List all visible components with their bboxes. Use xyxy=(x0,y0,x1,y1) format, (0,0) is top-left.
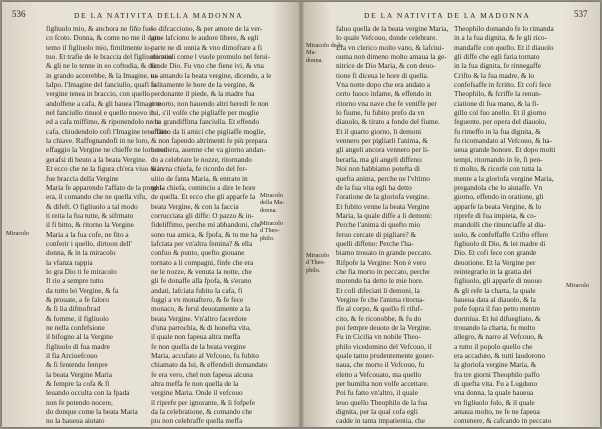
text-line: andati, lafciata fubito la cafa, fi xyxy=(151,285,243,295)
text-line: fu rimeffo in la fua dignita, & xyxy=(454,126,541,136)
text-line: vna grandiffima fanciulla. Et effendo xyxy=(151,117,260,127)
text-line: altra meffa fe non quella de la xyxy=(151,379,239,389)
text-line: parte ne dì onnia & vno dimofrare a fi xyxy=(151,42,263,52)
text-line: ne nella confefsione xyxy=(46,323,105,332)
margin-note: Miracolo xyxy=(6,230,30,237)
running-head: DE LA NATIVITA DE LA MADONNA xyxy=(364,11,531,20)
text-line: il riprefe per ignorante, & li fofpefe xyxy=(151,397,255,407)
text-column-left-1 xyxy=(46,24,173,426)
text-line: apparfe la beata Vergine, & lo xyxy=(454,201,542,211)
text-line: Rifpofe la Vergine: Non è vero xyxy=(336,257,426,267)
text-line: andoffene a cafa, & gli hauea l'Imagine xyxy=(46,98,161,108)
text-line: feruo cercate di pigliare? & xyxy=(336,229,417,239)
text-line: herediera, auenne che va giorno andan- xyxy=(151,145,266,155)
text-line: lafciata per vn'altra femina? & ella xyxy=(151,238,253,248)
text-line: tempi, ritornando in fe, fi pen- xyxy=(454,154,543,164)
text-line: nitrice de Dio Maria, & con deuo- xyxy=(336,61,436,71)
text-line: via vna chiefa, fe ricordo del fer- xyxy=(151,164,248,174)
text-line: Maria fe apparendo l'affato de la preghi- xyxy=(46,182,164,192)
text-line: da tutto lei Vergine, & fa xyxy=(46,285,119,295)
text-line: poi fempre deuoto de la Vergine. xyxy=(336,323,432,332)
text-line: no la haueua aiutato xyxy=(46,416,105,426)
text-line: tione fi diceua le hore di quella. xyxy=(336,70,429,80)
text-line: fe non quella de la beata vergine xyxy=(151,341,246,351)
text-line: il bifogno al la Vergine xyxy=(46,332,114,342)
book-spread xyxy=(2,2,600,427)
text-line: fu ricomandato al Vefcouo, & ha- xyxy=(454,136,552,146)
text-line: l'oratione de la gloriofa vergine. xyxy=(336,192,430,202)
text-line: gerafsi di beuto a la beata Vergine. xyxy=(46,154,147,164)
text-line: Noi non habbiamo potefta di xyxy=(336,164,420,174)
text-line: corrucciata gli diffe: O pazzo & in- xyxy=(151,210,254,220)
text-line: quale tanto prudentemente gouer- xyxy=(336,351,435,361)
text-line: uolo, & confeffaffe Crifto effere xyxy=(454,229,549,239)
text-line: Theophilo, & fcriffe la renun- xyxy=(454,89,542,99)
text-line: ti molto, & ricorfe con tutta la xyxy=(454,164,542,174)
text-line: Fu in Cicilia vn nobile Theo- xyxy=(336,332,421,342)
text-line: figliuolo di Dio, & lei madre di xyxy=(454,238,546,248)
text-line: vennero per pigliarli l'anima, & xyxy=(336,136,428,146)
text-line: do a celebrare le nozze, ritornando xyxy=(151,154,252,164)
margin-note: Miracolo xyxy=(566,282,590,289)
text-line: il fia Arciuefcouo xyxy=(46,351,98,361)
text-line: lo quale Vefcouo, donde celebrare. xyxy=(336,33,438,43)
text-line: da la celebratione, & comando che xyxy=(151,407,253,417)
text-line: nel fanciullo rinuol e quello nuovo in xyxy=(46,108,155,118)
text-line: fra tre giorni Theophilo paffo xyxy=(454,369,540,379)
text-line: il fi bitto, & ritorno la Vergine xyxy=(46,220,134,230)
text-line: quelli diffeno: Perche l'ha- xyxy=(336,238,414,248)
text-line: & prouate, a fe faloro xyxy=(46,294,110,304)
text-line: figliuolo mio, & anchora ne fiño fue- xyxy=(46,24,155,33)
text-line: conferir i quello, dirtoon dell' xyxy=(46,238,132,248)
text-line: ffe al corpo, & quello fi rifuf- xyxy=(336,304,423,314)
text-line: Et cofi difeciati li demoni, la xyxy=(336,285,420,295)
text-line: fe era vero, chel non fapeua alcuna xyxy=(151,369,253,379)
text-line: Vna notte dopo che era andato a xyxy=(336,80,431,90)
text-line: era, il comando che ne quella vifu, xyxy=(46,192,147,202)
margin-note: Miracolo de la Ma- donna. xyxy=(306,42,343,64)
text-line: pregandola che lo aiutaffe. Vn xyxy=(454,182,543,192)
text-line: Era vn clerico molto vano, & lafciui- xyxy=(336,42,444,52)
text-line: allegro, & narro al Vefcouo, & xyxy=(454,332,544,342)
text-line: & gli refe la charta, la quale xyxy=(454,285,536,295)
page-number: 536 xyxy=(12,9,26,19)
text-line: Theophilo domando fe lo rimanda xyxy=(454,24,554,33)
text-line: il quale non fapeua altra meffa xyxy=(151,332,241,342)
text-line: co fcoto. Donna, & come no me il dare- xyxy=(46,33,163,43)
text-line: beata Vergine. Vn'altro facerdote xyxy=(151,313,247,323)
text-line: vn figliuolo folo, & il quale xyxy=(454,397,535,407)
text-line: vergine Maria. Onde il vefcouo xyxy=(151,388,243,398)
text-line: giorno, effendo in oratione, gli xyxy=(454,192,544,202)
text-line: era accaduto, & tutti laudorono xyxy=(454,351,545,361)
text-line: diauolo, & tirato a fondo del fiume. xyxy=(336,117,440,127)
text-line: fuggi a vn monaftero, & fe fece xyxy=(151,294,244,304)
text-line: fue braccia della Vergine xyxy=(46,173,119,183)
text-line: ne le nozze, & venuta la notte, che xyxy=(151,266,252,276)
text-column-right-2 xyxy=(454,24,564,426)
text-line: deuotione. Et la Vergine per xyxy=(454,257,536,267)
text-line: donna, & in la miracolo xyxy=(46,248,116,258)
text-line: ouma non dimeno molto amaua la ge- xyxy=(336,52,447,62)
text-line: temo il figliuolo mio, fimilmente io- xyxy=(46,42,153,52)
text-line: Dio. Et cofi fece con grande xyxy=(454,248,537,258)
text-line: vna donna, la quale haueua xyxy=(454,388,534,398)
text-line: de la fua vita egli ha detto xyxy=(336,182,412,192)
text-line: a tutto il popolo quello che xyxy=(454,341,533,351)
text-line: Maria, accufato al Vefcouo, fu fubito xyxy=(151,351,259,361)
text-line: d'una parrochia, & di honefta vita, xyxy=(151,323,251,332)
text-line: tuo. Et trafie de le braccia del figliuolo mio xyxy=(46,52,173,62)
text-line: amaua molto, ne fe ne fapeua xyxy=(454,407,540,417)
text-line: lo difcacciono, & per amore de la ver- xyxy=(151,24,263,33)
text-line: tio de Dio. Fu vno che fiene ivi, & vna xyxy=(151,61,264,71)
margin-note: Miracolo d Theo- philo. xyxy=(306,252,330,274)
text-line: dormiua. Et lui difuegliato, & xyxy=(454,313,541,323)
text-line: cadde in tanta impatientia, che xyxy=(336,416,425,426)
text-line: gli angeli ancora vennero per li- xyxy=(336,145,430,155)
text-line: quefta anima, perche ne l'vltimo xyxy=(336,173,430,183)
text-line: morendo ha detto le mie hore. xyxy=(336,276,424,286)
text-line: tornato a li compagni, finfe che era xyxy=(151,257,254,267)
text-line: mandolli che rinunciaffe al dia- xyxy=(454,220,546,230)
right-page xyxy=(304,2,600,427)
text-line: figliuolo, gli apparfe di nuouo xyxy=(454,276,542,286)
left-page xyxy=(2,2,298,427)
text-line: non fe potendo nocere, xyxy=(46,397,113,407)
text-line: ne la chiefa, comincio a dire le hore xyxy=(151,182,256,192)
text-line: la vfanza rappia xyxy=(46,257,93,267)
text-line: Vergine fe che l'anima ritorna- xyxy=(336,294,425,304)
text-line: lui, s'il volfe che pigliaffe per moglie xyxy=(151,108,259,118)
text-line: & fempre la cofa & fi xyxy=(46,379,110,389)
text-line: pofe fopra il fuo petto mentre xyxy=(454,304,541,314)
text-line: lo fiume, fu fubito prefo da vn xyxy=(336,108,425,118)
text-line: la gloriofa vergine Maria, & xyxy=(454,360,537,370)
text-line: fideliffimo, perche mi abbandoni, che xyxy=(151,220,262,230)
text-line: Crifto & la fua madre, & lo xyxy=(454,70,535,80)
text-line: Maria a la fua cofe, ne fito a xyxy=(46,229,129,239)
text-line: la beata Vergine Maria xyxy=(46,369,112,379)
text-line: Maria, la quale diffe a li demoni: xyxy=(336,210,433,220)
text-line: Perche l'anima di quefto mio xyxy=(336,220,420,230)
text-line: figliuolo di fua madre xyxy=(46,341,110,351)
text-line: Il rio a sempre tutto xyxy=(46,276,104,286)
text-line: Et fubito venne la beata Vergine xyxy=(336,201,430,211)
text-line: che fia morto in peccato, perche xyxy=(336,266,430,276)
text-line: effaggio la Vergine ne chieffe ne loro non xyxy=(46,145,168,155)
text-line: mente a la gloriofa vergine Maria, xyxy=(454,173,554,183)
text-line: beata Vergine, & con la faccia xyxy=(151,201,239,211)
text-line: laIpo. l'Imagine del fanciullo, quafi la xyxy=(46,80,157,90)
text-line: per humilta non volfe accettare. xyxy=(336,379,429,389)
text-line: ti reita la fua tutte, & sifrmato xyxy=(46,210,134,220)
text-line: gli diffe che egli faria tornato xyxy=(454,52,540,62)
text-line: berarla, ma gli angeli diffeno: xyxy=(336,154,423,164)
text-line: Et ecco che ne la figura ch'era viuo & in xyxy=(46,164,164,174)
text-line: cito, & fe riconobbe, & fu do xyxy=(336,313,422,323)
text-line: uitio de fanta Maria, & entrato in xyxy=(151,173,248,183)
text-line: gillo col fuo anello. Et il giorno xyxy=(454,108,547,118)
text-line: haueua data al diauolo, & la xyxy=(454,294,536,304)
text-line: e morto, non hauendo altri heredi fe non xyxy=(151,98,269,108)
text-line: folitamente le hore de la vergine, & xyxy=(151,80,255,90)
text-line: dignita, per la qual cofa egli xyxy=(336,407,418,417)
text-line: naua, che morto il Vefcouo, fu xyxy=(336,360,425,370)
text-line: & fi lia difmoftrad xyxy=(46,304,101,314)
text-line: confuo & punto, quefto giouane xyxy=(151,248,245,258)
text-line: in la fua dignita, fe rinnegaffe xyxy=(454,61,541,71)
text-line: cafa, chiudendolo cofi l'Imagine teneflaro xyxy=(46,126,168,136)
text-line: & fomme, il figliuolo xyxy=(46,313,109,323)
text-line: Poi fu fatto vn'altro, il quale xyxy=(336,388,418,398)
text-line: reintegrarlo in la gratia del xyxy=(454,266,532,276)
text-line: de quella. Et ecco che gli apparfe la xyxy=(151,192,256,202)
text-line: monaco, & feruì deuotamente a la xyxy=(151,304,251,314)
text-line: gine lafciono le audore libere, & egli xyxy=(151,33,259,43)
page-number: 537 xyxy=(574,9,588,19)
text-line: piu non celebraffe quella meffa xyxy=(151,416,243,426)
text-line: ciatione di fua mano, & la fi- xyxy=(454,98,539,108)
text-column-right-1 xyxy=(336,24,450,426)
text-line: contenere, & cafcando in peccato xyxy=(454,416,552,426)
text-line: miracoli come l vuole promulo nel ferui- xyxy=(151,52,271,62)
text-line: Et il quarto giorno, li demoni xyxy=(336,126,422,136)
text-line: leuo quello Theophilo de la fua xyxy=(336,397,428,407)
text-line: ritorno vna nave che fe veniffe per xyxy=(336,98,437,108)
text-line: gli fe donaffe alla fpofa, & s'erano xyxy=(151,276,252,286)
text-line: afflitto da li amici che pigliaffe moglie, xyxy=(151,126,266,136)
text-line: la chiave. Raffegnandofi in ne loro, xyxy=(46,136,150,146)
text-line: faluo quella de la beata vergine Maria, xyxy=(336,24,449,33)
text-line: vergine tenea in braccio, con quello xyxy=(46,89,151,99)
text-line: certo luoco infame, & effendo in xyxy=(336,89,432,99)
text-line: trouando la charta, fu molto xyxy=(454,323,536,332)
text-line: ua amando la beata vergine, dicendo, a le xyxy=(151,70,272,80)
text-line: & gli ne lo tenne in eo coftodia, & dico xyxy=(46,61,161,71)
text-line: & difeft. O figliuolo a tal modo xyxy=(46,201,138,211)
text-line: ed a cafa miffimo, & riponendolo ne la xyxy=(46,117,160,127)
running-head: DE LA NATIVITA DELLA MADONNA xyxy=(74,11,244,20)
text-line: mandaffe con quello. Et il diauolo xyxy=(454,42,554,52)
text-line: riprefe di fua impieta, & co- xyxy=(454,210,537,220)
text-line: confefsaffe in fcritto. Et cofi fece xyxy=(454,80,552,90)
text-line: ueua grande honore. Et dopo molti xyxy=(454,145,556,155)
text-line: eletto a Vefcouato, ma quello xyxy=(336,369,422,379)
text-line: perdonante il piede, & la madre fua xyxy=(151,89,255,99)
text-line: philo vicedomino del Vefcouo, il xyxy=(336,341,432,351)
text-line: chiamato da lui, & effendoli domandato xyxy=(151,360,268,370)
text-line: do donque come la beata Maria xyxy=(46,407,138,417)
text-line: in a la fua dignita, & fe gli rico- xyxy=(454,33,548,43)
text-line: feguente, per opera del diauolo, xyxy=(454,117,547,127)
text-line: biamo trouato in grande peccato. xyxy=(336,248,432,258)
text-line: & non fapendo altrimenti fe più prepara xyxy=(151,136,268,146)
text-line: di quefta vita. Fu a Lugduno xyxy=(454,379,538,389)
text-line: & fi fentendo fempre xyxy=(46,360,108,370)
text-line: sono tua amica, & fpofa, & tu me ha xyxy=(151,229,258,239)
text-line: leuando occulta con la fpada xyxy=(46,388,130,398)
text-line: lo gra Dio ti fe miracolo xyxy=(46,266,117,276)
margin-note: Miracolo della Ma- donna. xyxy=(260,192,285,214)
margin-note: Miracolo d Theo- philo. xyxy=(260,220,284,242)
text-line: in grando accerebbe, & la Imagine, tu- xyxy=(46,70,159,80)
